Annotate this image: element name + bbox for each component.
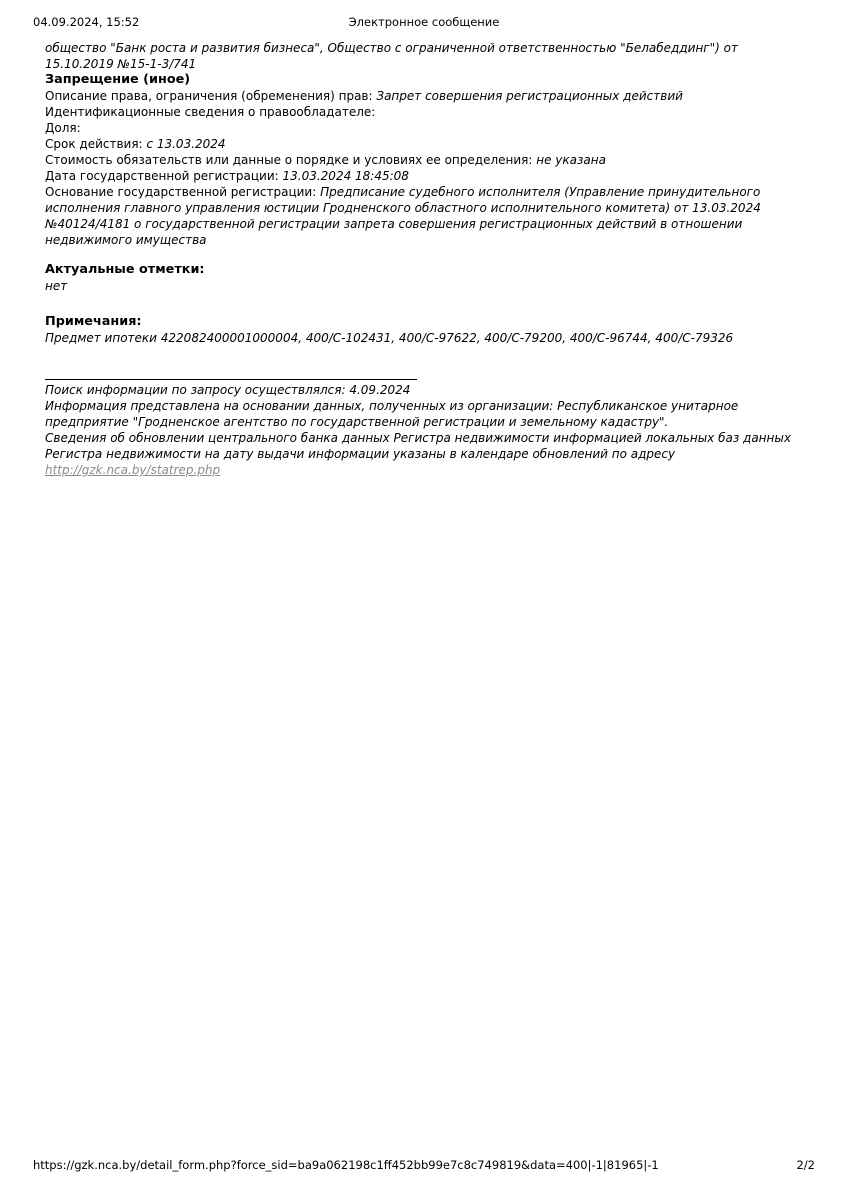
marks-value: нет (45, 279, 68, 293)
field-row-obligation-cost (45, 152, 810, 168)
field-value: 13.03.2024 18:45:08 (282, 169, 409, 183)
footer-url: https://gzk.nca.by/detail_form.php?force_sid=ba9a062198c1ff452bb99e7c8c749819&data=400|-1|81965|-1 (33, 1158, 659, 1172)
search-info-block (45, 382, 810, 478)
notes-heading: Примечания: (45, 314, 142, 329)
field-label: Идентификационные сведения о правообладателе: (45, 105, 376, 119)
field-row-validity-term (45, 136, 810, 152)
notes-value: Предмет ипотеки 422082400001000004, 400/С-102431, 400/С-97622, 400/С-79200, 400/С-96744, 400/С-79326 (45, 331, 734, 345)
field-label: Основание государственной регистрации: (45, 185, 317, 199)
field-value: не указана (536, 153, 606, 167)
field-label: Доля: (45, 121, 81, 135)
field-label: Срок действия: (45, 137, 143, 151)
section-actual-marks (45, 262, 810, 294)
print-header (33, 15, 815, 31)
data-source-line: Информация представлена на основании данных, полученных из организации: Республиканское унитарное предприятие "Гродненское агентство по государственной регистрации и земельному кадастру". (45, 399, 739, 429)
section-restriction (45, 72, 810, 248)
marks-heading: Актуальные отметки: (45, 262, 205, 277)
document-title: Электронное сообщение (348, 15, 500, 29)
page-number: 2/2 (796, 1158, 815, 1172)
search-date-line: Поиск информации по запросу осуществлялся: 4.09.2024 (45, 383, 411, 397)
field-value: Запрет совершения регистрационных действий (376, 89, 683, 103)
field-label: Дата государственной регистрации: (45, 169, 279, 183)
field-value: с 13.03.2024 (146, 137, 226, 151)
field-row-share (45, 120, 810, 136)
update-info-line: Сведения об обновлении центрального банка данных Регистра недвижимости информацией локальных баз данных Регистра недвижимости на дату выдачи информации указаны в календаре обновлений по адресу (45, 431, 791, 461)
section-notes (45, 314, 810, 346)
field-row-registration-date (45, 168, 810, 184)
field-value: Предписание судебного исполнителя (Управление принудительного исполнения главного управления юстиции Гродненского областного исполнительного комитета) от 13.03.2024 №40124/4181 о государственной регистрации запрета совершения регистрационных действий в отношении недвижимого имущества (45, 185, 761, 247)
document-content (45, 40, 810, 478)
print-footer (33, 1158, 815, 1172)
restriction-heading: Запрещение (иное) (45, 72, 191, 87)
field-label: Стоимость обязательств или данные о порядке и условиях ее определения: (45, 153, 533, 167)
field-row-right-description (45, 88, 810, 104)
field-row-rightholder-info (45, 104, 810, 120)
continuation-paragraph: общество "Банк роста и развития бизнеса", Общество с ограниченной ответственностью "Белабеддинг") от 15.10.2019 №15-1-3/741 (45, 41, 738, 71)
print-datetime: 04.09.2024, 15:52 (33, 15, 140, 29)
statrep-link[interactable]: http://gzk.nca.by/statrep.php (45, 463, 221, 477)
separator-line (45, 379, 417, 380)
field-label: Описание права, ограничения (обременения) прав: (45, 89, 373, 103)
field-row-registration-basis (45, 184, 810, 248)
